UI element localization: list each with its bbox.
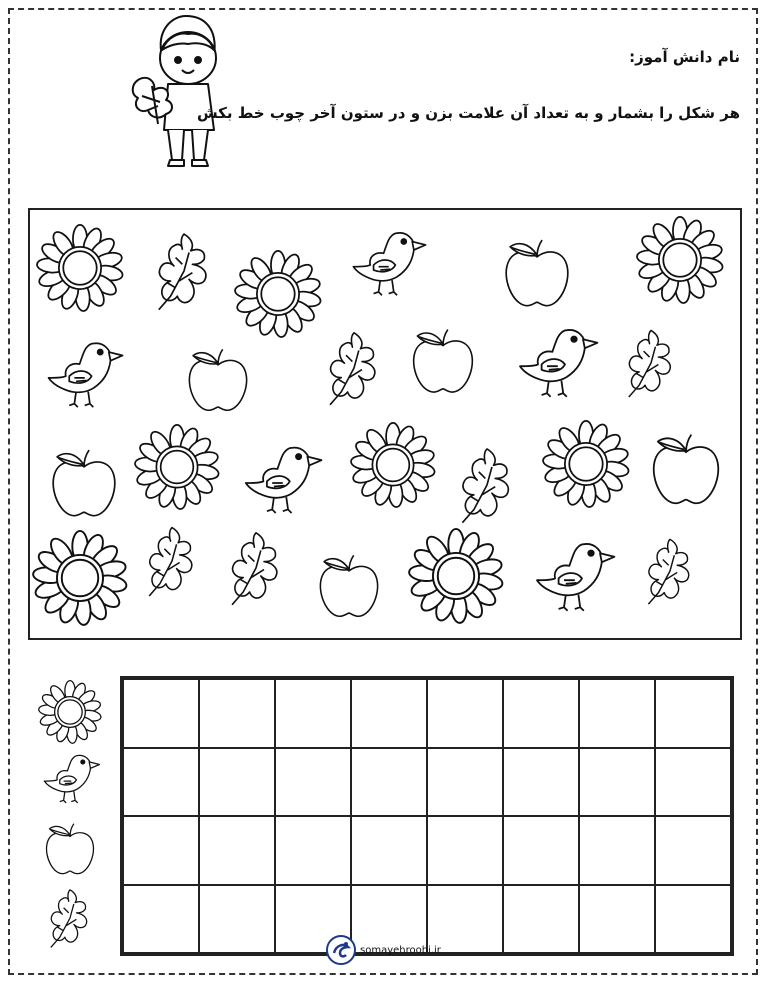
key-apple-icon <box>38 816 102 880</box>
tally-cell[interactable] <box>503 679 579 748</box>
apple-icon <box>306 546 392 624</box>
bird-icon <box>342 218 432 302</box>
key-flower-icon <box>38 680 102 744</box>
footer <box>326 932 441 968</box>
tally-cell[interactable] <box>579 885 655 954</box>
flower-icon <box>234 250 322 338</box>
flower-icon <box>36 224 124 312</box>
tally-cell[interactable] <box>351 679 427 748</box>
leaf-icon <box>634 528 706 614</box>
apple-icon <box>492 230 582 314</box>
tally-cell[interactable] <box>503 748 579 817</box>
apple-icon <box>638 424 734 512</box>
flower-icon <box>134 424 220 510</box>
tally-cell[interactable] <box>123 748 199 817</box>
flower-icon <box>542 420 630 508</box>
leaf-icon <box>614 318 688 408</box>
flower-icon <box>408 528 504 624</box>
tally-cell[interactable] <box>579 816 655 885</box>
bird-icon <box>508 314 604 404</box>
key-bird-icon <box>38 744 102 808</box>
bird-icon <box>234 432 328 520</box>
tally-cell[interactable] <box>123 885 199 954</box>
tally-cell[interactable] <box>655 679 731 748</box>
tally-cell[interactable] <box>655 816 731 885</box>
leaf-icon <box>446 440 528 530</box>
tally-cell[interactable] <box>579 748 655 817</box>
tally-cell[interactable] <box>123 679 199 748</box>
leaf-icon <box>142 226 226 316</box>
leaf-icon <box>134 518 210 604</box>
tally-cell[interactable] <box>275 679 351 748</box>
student-name-label: نام دانش آموز: <box>629 48 740 66</box>
instruction-text: هر شکل را بشمار و به تعداد آن علامت بزن و در ستون آخر چوب خط بکش <box>196 104 740 122</box>
counting-picture-box <box>28 208 742 640</box>
bird-icon <box>526 528 620 618</box>
tally-cell[interactable] <box>351 748 427 817</box>
key-leaf-icon <box>38 886 102 950</box>
tally-cell[interactable] <box>427 748 503 817</box>
tally-cell[interactable] <box>351 816 427 885</box>
tally-cell[interactable] <box>503 885 579 954</box>
tally-cell[interactable] <box>503 816 579 885</box>
tally-cell[interactable] <box>123 816 199 885</box>
tally-cell[interactable] <box>427 816 503 885</box>
flower-icon <box>32 530 128 626</box>
site-url: somayehroohi.ir <box>360 944 441 956</box>
tally-cell[interactable] <box>275 748 351 817</box>
tally-cell[interactable] <box>427 679 503 748</box>
tally-grid[interactable] <box>120 676 734 956</box>
tally-cell[interactable] <box>655 885 731 954</box>
boy-with-leaf-illustration <box>128 10 240 170</box>
apple-icon <box>400 320 486 400</box>
tally-cell[interactable] <box>199 816 275 885</box>
leaf-icon <box>314 322 394 414</box>
apple-icon <box>36 440 132 524</box>
tally-cell[interactable] <box>199 885 275 954</box>
tally-cell[interactable] <box>275 816 351 885</box>
tally-cell[interactable] <box>199 679 275 748</box>
tally-cell[interactable] <box>199 748 275 817</box>
bird-icon <box>40 328 126 414</box>
site-logo <box>326 935 356 965</box>
tally-cell[interactable] <box>655 748 731 817</box>
apple-icon <box>178 340 258 418</box>
leaf-icon <box>216 522 296 614</box>
flower-icon <box>636 216 724 304</box>
tally-cell[interactable] <box>579 679 655 748</box>
flower-icon <box>350 422 436 508</box>
